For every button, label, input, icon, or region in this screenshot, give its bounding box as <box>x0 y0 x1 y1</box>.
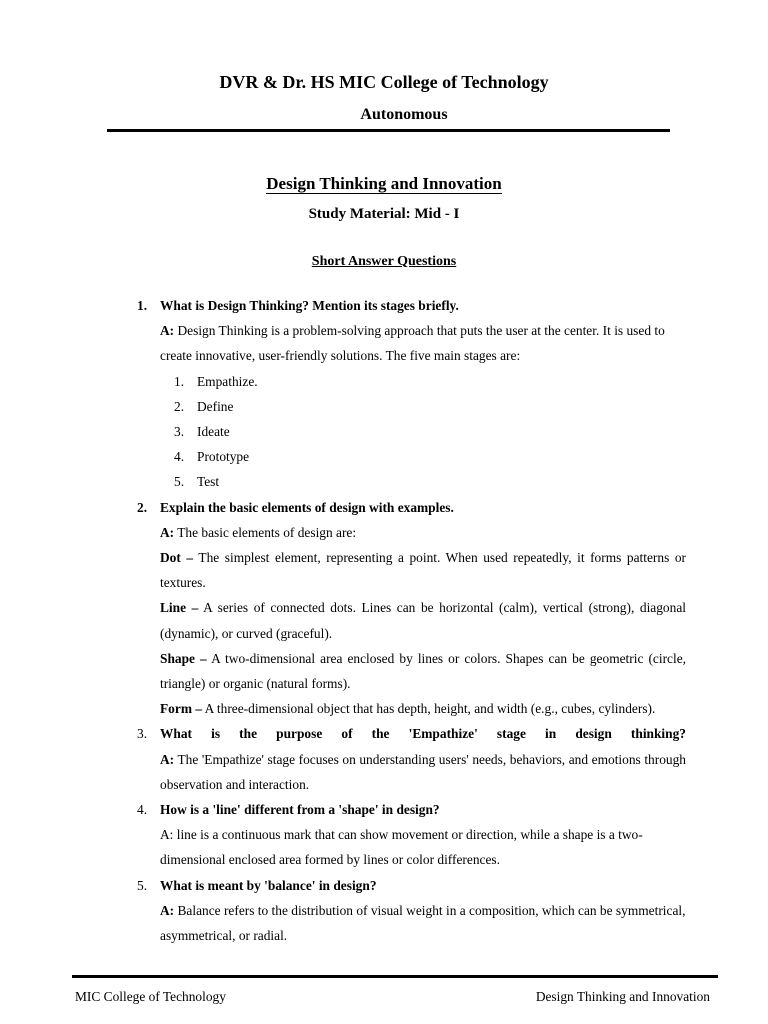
element-term: Shape – <box>160 650 207 666</box>
stage-number: 5. <box>174 474 185 490</box>
element-shape <box>160 646 686 696</box>
footer-course: Design Thinking and Innovation <box>535 989 710 1004</box>
stage-item <box>160 394 686 419</box>
answer-body: A: line is a continuous mark that can show movement or direction, while a shape is a two-dimensional enclosed area formed by lines or color differences. <box>160 827 643 868</box>
stage-number: 4. <box>174 449 185 465</box>
question-item <box>137 293 686 495</box>
study-material-label: Study Material: Mid - I <box>308 206 460 222</box>
stage-number: 2. <box>174 398 185 414</box>
answer-text <box>160 318 686 368</box>
college-name: DVR & Dr. HS MIC College of Technology <box>219 72 549 92</box>
element-desc: The simplest element, representing a point. When used repeatedly, it forms patterns or textures. <box>160 550 686 591</box>
stage-item <box>160 469 686 494</box>
question-text: What is meant by 'balance' in design? <box>160 877 377 893</box>
answer-prefix: A: <box>160 323 175 339</box>
question-number: 2. <box>137 499 148 515</box>
question-item <box>137 495 686 722</box>
element-desc: A three-dimensional object that has depth, height, and width (e.g., cubes, cylinders). <box>202 701 656 717</box>
course-title <box>0 174 768 194</box>
element-desc: A series of connected dots. Lines can be horizontal (calm), vertical (strong), diagonal (dynamic), or curved (graceful). <box>160 600 686 641</box>
answer-body: The 'Empathize' stage focuses on understanding users' needs, behaviors, and emotions through observation and interaction. <box>160 751 686 792</box>
answer-body: The basic elements of design are: <box>174 524 357 540</box>
element-term: Dot – <box>160 550 194 566</box>
answer-prefix: A: <box>160 751 175 767</box>
stage-list <box>160 369 686 495</box>
question-item <box>137 797 686 873</box>
footer-divider <box>72 975 718 978</box>
element-term: Line – <box>160 600 199 616</box>
stage-label: Define <box>197 398 234 414</box>
question-text: How is a 'line' different from a 'shape' in design? <box>160 802 440 818</box>
question-number: 4. <box>137 802 148 818</box>
question-number: 5. <box>137 877 148 893</box>
stage-number: 3. <box>174 424 185 440</box>
course-title-text: Design Thinking and Innovation <box>266 174 502 193</box>
question-item <box>137 721 686 797</box>
question-text: What is the purpose of the 'Empathize' stage in design thinking? <box>160 726 686 742</box>
element-term: Form – <box>160 701 203 717</box>
section-title-text: Short Answer Questions <box>311 254 457 269</box>
question-text: Explain the basic elements of design with examples. <box>160 499 454 515</box>
question-text: What is Design Thinking? Mention its stages briefly. <box>160 298 459 313</box>
answer-text <box>160 898 686 948</box>
stage-label: Empathize. <box>197 373 258 389</box>
college-status: Autonomous <box>360 106 448 123</box>
answer-prefix: A: <box>160 902 175 918</box>
element-line <box>160 595 686 645</box>
question-number: 1. <box>137 298 148 313</box>
stage-label: Test <box>197 474 220 490</box>
footer-college: MIC College of Technology <box>75 989 226 1004</box>
stage-label: Prototype <box>197 449 250 465</box>
answer-text <box>160 747 686 797</box>
stage-item <box>160 419 686 444</box>
element-dot <box>160 545 686 595</box>
element-form <box>160 696 686 721</box>
answer-text <box>160 822 686 872</box>
answer-prefix: A: <box>160 524 175 540</box>
answer-body: Balance refers to the distribution of visual weight in a composition, which can be symmetrical, asymmetrical, or radial. <box>160 902 686 944</box>
answer-text <box>160 520 686 545</box>
question-list <box>137 293 686 948</box>
header-divider <box>107 129 670 132</box>
answer-body: Design Thinking is a problem-solving approach that puts the user at the center. It is used to create innovative, user-friendly solutions. The five main stages are: <box>160 323 665 364</box>
stage-number: 1. <box>174 373 185 389</box>
question-number: 3. <box>137 726 148 742</box>
element-desc: A two-dimensional area enclosed by lines or colors. Shapes can be geometric (circle, triangle) or organic (natural forms). <box>160 650 686 692</box>
stage-item <box>160 444 686 469</box>
stage-label: Ideate <box>197 424 230 440</box>
question-item <box>137 873 686 949</box>
stage-item <box>160 369 686 394</box>
section-title <box>0 254 768 270</box>
